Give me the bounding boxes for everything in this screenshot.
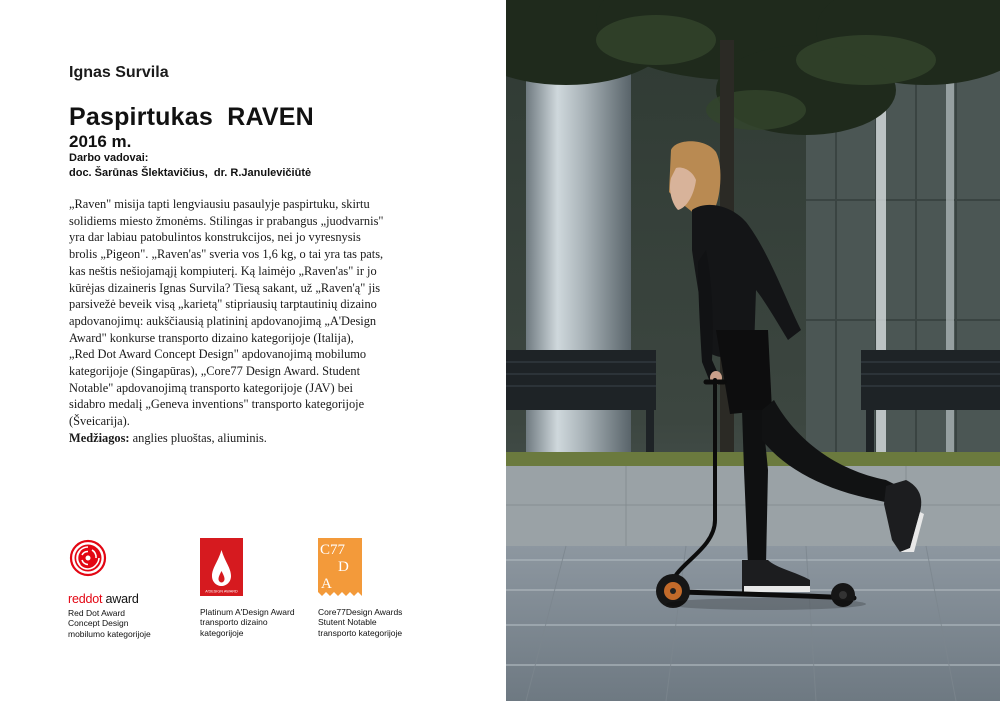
description-line: sidabro medalį „Geneva inventions" transporto kategorijoje — [69, 397, 365, 412]
description-line: kategorijoje (Singapūras), „Core77 Design Award. Student — [69, 364, 361, 379]
scooter-rider-image — [506, 0, 1000, 701]
project-year: 2016 m. — [69, 132, 132, 151]
description-line: parsivežė beveik visą „karietą" stipriausių tarptautinių dizaino — [69, 297, 377, 312]
description-line: (Šveicarija). — [69, 414, 130, 429]
description-line: Award" konkurse transporto dizaino kategorijoje (Italija), — [69, 330, 354, 345]
svg-text:A'DESIGN AWARD: A'DESIGN AWARD — [205, 589, 238, 594]
svg-text:C77: C77 — [320, 542, 346, 558]
adesign-logo-icon — [200, 538, 243, 596]
svg-text:A: A — [321, 576, 332, 592]
description-line: apdovanojimų: aukščiausią platininį apdovanojimą „A'Design — [69, 313, 377, 328]
award-adesign — [200, 538, 295, 638]
description-line: Notable" apdovanojimą transporto kategorijoje (JAV) bei — [69, 380, 353, 395]
description-line: „Raven" misija tapti lengviausiu pasaulyje paspirtuku, skirtu — [69, 197, 370, 211]
description-line: „Red Dot Award Concept Design" apdovanojimą mobilumo — [69, 347, 367, 362]
project-title: Paspirtukas RAVEN — [69, 103, 314, 131]
supervisors-label: Darbo vadovai: — [69, 152, 149, 164]
reddot-brand: reddot award — [68, 592, 139, 606]
materials-value: anglies pluoštas, aliuminis. — [129, 430, 267, 445]
adesign-caption: Platinum A'Design Award transporto dizaino kategorijoje — [200, 607, 295, 638]
product-photo — [506, 0, 1000, 701]
description-line: solidiems miesto žmonėms. Stilingas ir prabangus „juodvarnis" — [69, 213, 384, 228]
description-line: brolis „Pigeon". „Raven'as" sveria vos 1,6 kg, o tai yra tas pats, — [69, 247, 384, 262]
description-line: kas neštis nešiojamąjį kompiuterį. Ką laimėjo „Raven'as" ir jo — [69, 263, 377, 278]
supervisors: doc. Šarūnas Šlektavičius, dr. R.Janulevičiūtė — [69, 167, 312, 179]
reddot-logo-icon — [68, 538, 108, 578]
award-reddot — [68, 538, 151, 639]
core77-logo-icon — [318, 538, 362, 596]
description-line: yra dar labiau patobulintos konstrukcijos, nei jo vyresnysis — [69, 230, 361, 245]
svg-text:D: D — [338, 559, 349, 575]
description — [69, 196, 399, 447]
description-line: kūrėjas dizaineris Ignas Survila? Tiesą sakant, už „Raven'ą" jis — [69, 280, 381, 295]
award-core77 — [318, 538, 402, 638]
materials-label: Medžiagos: — [69, 430, 130, 445]
core77-caption: Core77Design Awards Stutent Notable transporto kategorijoje — [318, 607, 403, 638]
reddot-caption: Red Dot Award Concept Design mobilumo kategorijoje — [68, 608, 151, 639]
author-name: Ignas Survila — [69, 64, 169, 81]
materials — [69, 430, 399, 447]
